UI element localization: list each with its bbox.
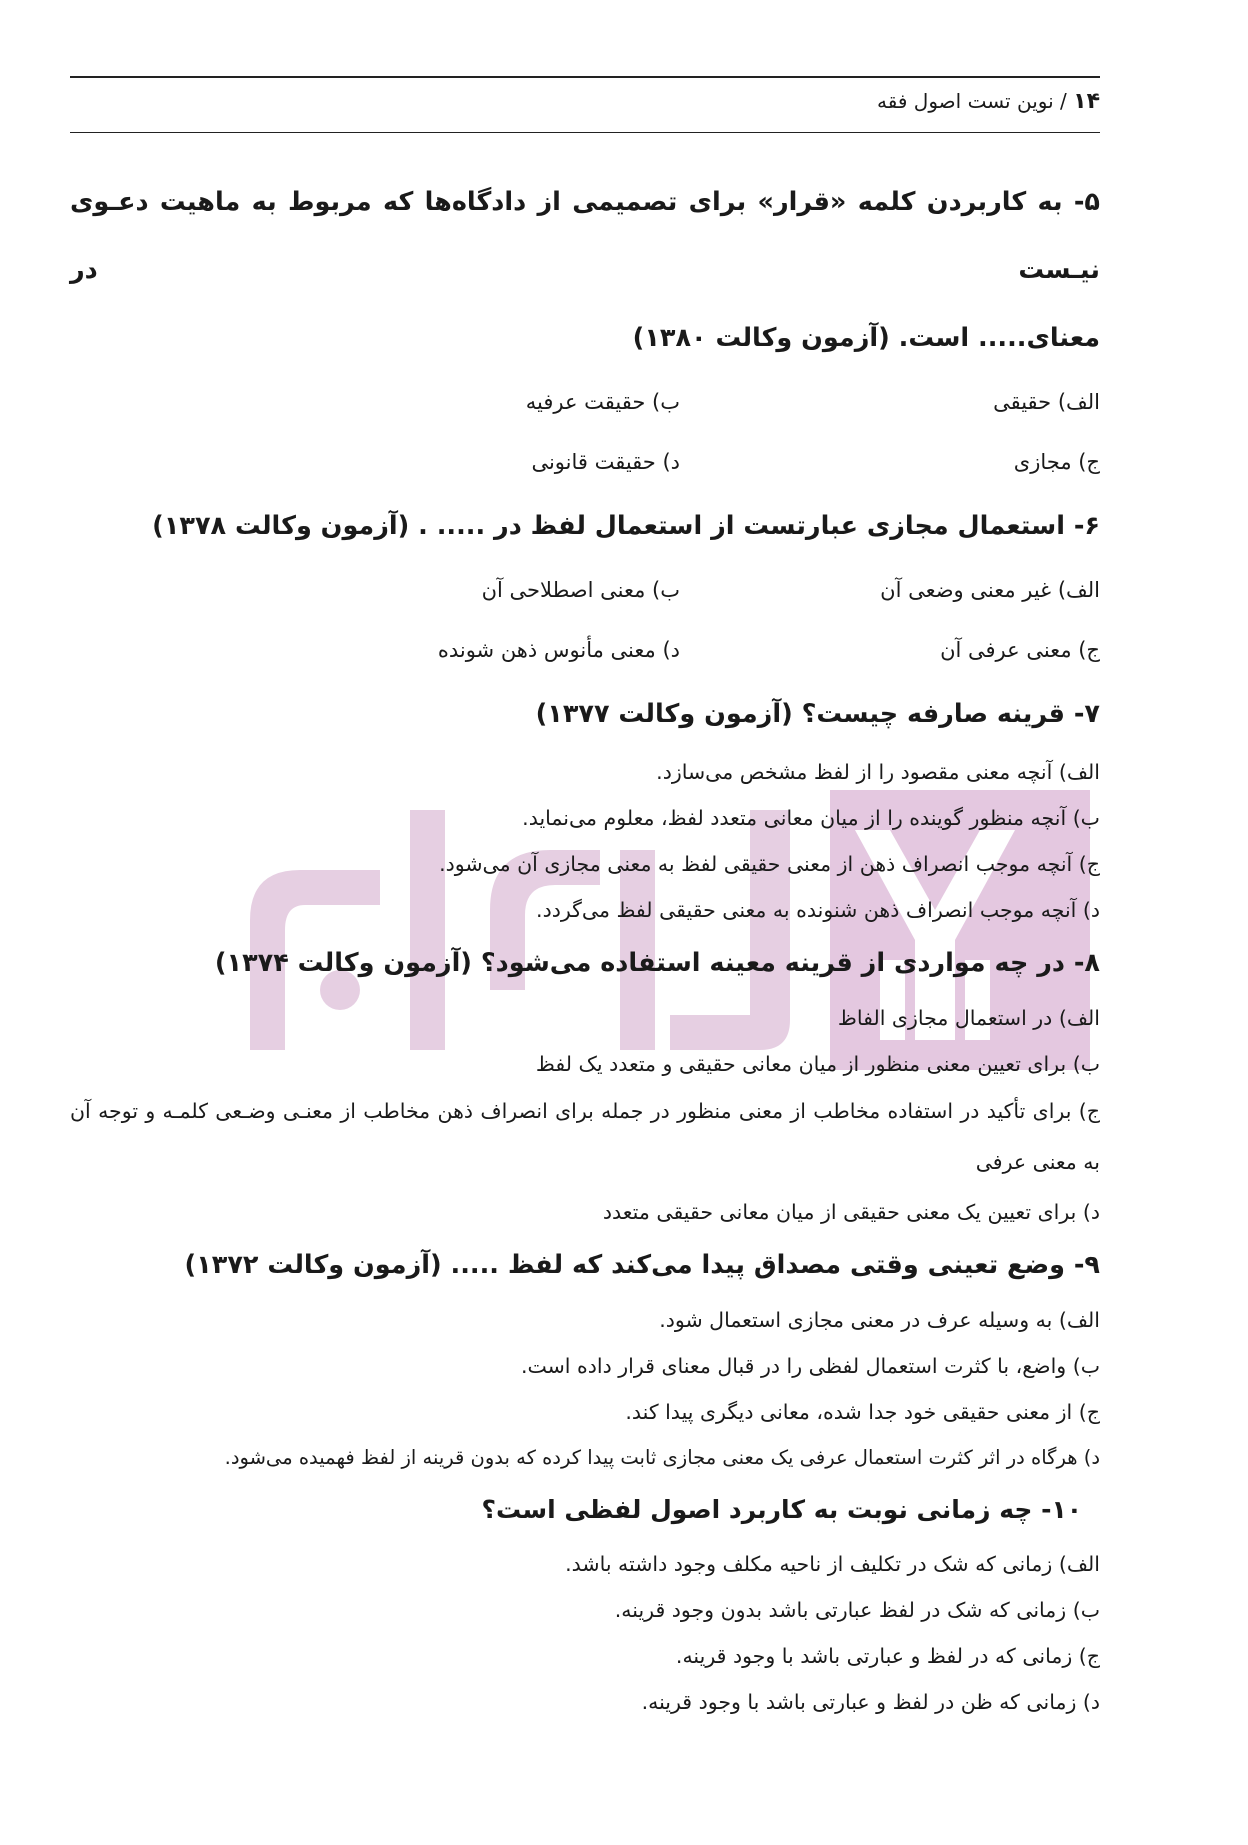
option-d: د) حقیقت قانونی [531, 450, 680, 474]
option-c: ج) برای تأکید در استفاده مخاطب از معنی منظور در جمله برای انصراف ذهن مخاطب از معنـی وضـعی کلمـه و توجه آن به معنی عرفی [70, 1099, 1100, 1174]
question-title: ۹- وضع تعینی وقتی مصداق پیدا می‌کند که لفظ ..... (آزمون وکالت ۱۳۷۲) [184, 1250, 1100, 1280]
page-content [70, 168, 1100, 1724]
option-d: د) برای تعیین یک معنی حقیقی از میان معانی حقیقی متعدد [602, 1200, 1100, 1224]
question-10 [70, 1480, 1100, 1724]
page-header [70, 76, 1100, 133]
option-row [70, 560, 1100, 620]
option-b: ب) برای تعیین معنی منظور از میان معانی حقیقی و متعدد یک لفظ [535, 1052, 1100, 1076]
question-5 [70, 168, 1100, 492]
option-c: ج) آنچه موجب انصراف ذهن از معنی حقیقی لفظ به معنی مجازی آن می‌شود. [439, 852, 1100, 876]
page-number: ۱۴ [1073, 89, 1100, 114]
question-9 [70, 1234, 1100, 1480]
option-a: الف) به وسیله عرف در معنی مجازی استعمال شود. [659, 1308, 1100, 1332]
option-d: د) آنچه موجب انصراف ذهن شنونده به معنی حقیقی لفظ می‌گردد. [536, 898, 1100, 922]
question-8 [70, 932, 1100, 1234]
header-separator: / [1060, 89, 1067, 113]
running-head [877, 89, 1100, 114]
question-title: ۵- به کاربردن کلمه «قرار» برای تصمیمی از دادگاه‌ها که مربوط به ماهیت دعـوی نیـست در [70, 187, 1100, 285]
question-title: ۶- استعمال مجازی عبارتست از استعمال لفظ در ..... . (آزمون وکالت ۱۳۷۸) [152, 511, 1100, 541]
option-a: الف) حقیقی [993, 390, 1100, 414]
option-b: ب) معنی اصطلاحی آن [481, 578, 680, 602]
option-a: الف) غیر معنی وضعی آن [880, 578, 1100, 602]
question-title: ۷- قرینه صارفه چیست؟ (آزمون وکالت ۱۳۷۷) [535, 699, 1100, 729]
question-7 [70, 680, 1100, 932]
question-title: ۱۰- چه زمانی نوبت به کاربرد اصول لفظی است؟ [481, 1495, 1082, 1524]
book-title: نوین تست اصول فقه [877, 89, 1054, 113]
option-a: الف) آنچه معنی مقصود را از لفظ مشخص می‌سازد. [656, 760, 1100, 784]
option-b: ب) زمانی که شک در لفظ عبارتی باشد بدون وجود قرینه. [614, 1598, 1100, 1622]
question-title-continued: معنای..... است. (آزمون وکالت ۱۳۸۰) [632, 323, 1100, 353]
option-c: ج) زمانی که در لفظ و عبارتی باشد با وجود قرینه. [675, 1644, 1100, 1668]
option-b: ب) آنچه منظور گوینده را از میان معانی متعدد لفظ، معلوم می‌نماید. [522, 806, 1100, 830]
question-6 [70, 492, 1100, 680]
question-title: ۸- در چه مواردی از قرینه معینه استفاده می‌شود؟ (آزمون وکالت ۱۳۷۴) [214, 948, 1100, 978]
option-d: د) هرگاه در اثر کثرت استعمال عرفی یک معنی مجازی ثابت پیدا کرده که بدون قرینه از لفظ فهمیده می‌شود. [224, 1446, 1100, 1469]
option-row [70, 372, 1100, 432]
option-a: الف) در استعمال مجازی الفاظ [837, 1006, 1100, 1030]
option-c: ج) معنی عرفی آن [940, 638, 1100, 662]
option-c: ج) از معنی حقیقی خود جدا شده، معانی دیگری پیدا کند. [625, 1400, 1100, 1424]
option-c: ج) مجازی [1013, 450, 1100, 474]
option-b: ب) واضع، با کثرت استعمال لفظی را در قبال معنای قرار داده است. [520, 1354, 1100, 1378]
option-d: د) معنی مأنوس ذهن شونده [437, 638, 680, 662]
option-d: د) زمانی که ظن در لفظ و عبارتی باشد با وجود قرینه. [641, 1690, 1100, 1714]
option-row [70, 620, 1100, 680]
option-a: الف) زمانی که شک در تکلیف از ناحیه مکلف وجود داشته باشد. [565, 1552, 1100, 1576]
option-b: ب) حقیقت عرفیه [525, 390, 680, 414]
option-row [70, 432, 1100, 492]
